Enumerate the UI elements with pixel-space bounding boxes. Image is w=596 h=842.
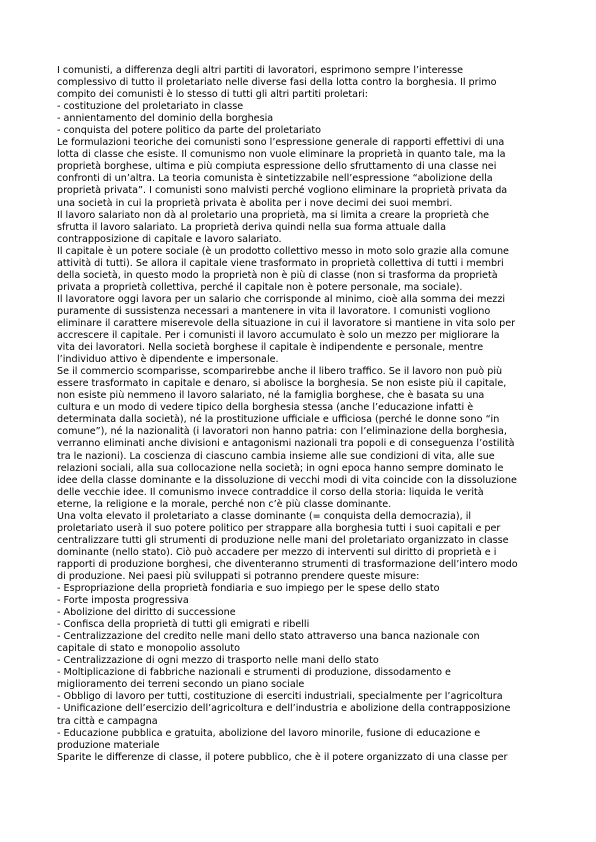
text-line: - Moltiplicazione di fabbriche nazionali e strumenti di produzione, dissodamento e	[57, 667, 451, 679]
text-line: - Forte imposta progressiva	[57, 595, 189, 607]
text-line: Una volta elevato il proletariato a classe dominante (= conquista della democrazia), il	[57, 510, 472, 522]
text-line: verranno eliminati anche divisioni e antagonismi nazionali tra popoli e di conseguenza l’ostilità	[57, 438, 515, 450]
text-line: proprietà borghese, ultima e più compiuta espressione dello sfruttamento di una classe nei	[57, 161, 497, 173]
text-line: eliminare il carattere miserevole della situazione in cui il lavoratore si mantiene in vita solo per	[57, 317, 516, 329]
text-line: rapporti di produzione borghesi, che diventeranno strumenti di trasformazione dell’intero modo	[57, 558, 518, 570]
text-line: Le formulazioni teoriche dei comunisti sono l’espressione generale di rapporti effettivi di una	[57, 137, 505, 149]
text-line: proprietà privata”. I comunisti sono malvisti perché vogliono eliminare la proprietà privata da	[57, 185, 508, 197]
text-line: complessivo di tutto il proletariato nelle diverse fasi della lotta contro la borghesia. Il primo	[57, 77, 497, 89]
text-line: attività di tutti). Se allora il capitale viene trasformato in proprietà collettiva di tutti i membri	[57, 257, 504, 269]
text-line: lotta di classe che esiste. Il comunismo non vuole eliminare la proprietà in quanto tale, ma la	[57, 149, 506, 161]
text-line: sfrutta il lavoro salariato. La proprietà deriva quindi nella sua forma attuale dalla	[57, 221, 446, 233]
text-line: vita dei lavoratori. Nella società borghese il capitale è indipendente e personale, mentre	[57, 342, 484, 354]
text-line: - Centralizzazione di ogni mezzo di trasporto nelle mani dello stato	[57, 655, 379, 667]
text-line: di produzione. Nei paesi più sviluppati si potranno prendere queste misure:	[57, 570, 420, 582]
text-line: - Espropriazione della proprietà fondiaria e suo impiego per le spese dello stato	[57, 583, 440, 595]
text-line: - Educazione pubblica e gratuita, abolizione del lavoro minorile, fusione di educazione e	[57, 727, 481, 739]
text-line: Sparite le differenze di classe, il potere pubblico, che è il potere organizzato di una classe per	[57, 751, 508, 763]
text-line: dominante (nello stato). Ciò può accadere per mezzo di interventi sul diritto di proprietà e i	[57, 546, 497, 558]
text-line: puramente di sussistenza necessari a mantenere in vita il lavoratore. I comunisti vogliono	[57, 305, 491, 317]
text-line: miglioramento dei terreni secondo un piano sociale	[57, 679, 305, 691]
text-line: centralizzare tutti gli strumenti di produzione nelle mani del proletariato organizzato in classe	[57, 534, 509, 546]
text-line: Il lavoratore oggi lavora per un salario che corrisponde al minimo, cioè alla somma dei mezzi	[57, 293, 506, 305]
text-line: cultura e un modo di vedere tipico della borghesia stessa (anche l’educazione infatti è	[57, 402, 474, 414]
text-line: produzione materiale	[57, 739, 160, 751]
text-line: tra le nazioni). La coscienza di ciascuno cambia insieme alle sue condizioni di vita, alle sue	[57, 450, 495, 462]
text-line: capitale di stato e monopolio assoluto	[57, 643, 241, 655]
text-line: Il capitale è un potere sociale (è un prodotto collettivo messo in moto solo grazie alla comune	[57, 245, 509, 257]
text-line: tra città e campagna	[57, 715, 158, 727]
text-line: contrapposizione di capitale e lavoro salariato.	[57, 233, 282, 245]
text-line: - Confisca della proprietà di tutti gli emigrati e ribelli	[57, 619, 310, 631]
text-line: - Obbligo di lavoro per tutti, costituzione di eserciti industriali, specialmente per l’agricoltura	[57, 691, 503, 703]
text-line: accrescere il capitale. Per i comunisti il lavoro accumulato è solo un mezzo per migliorare la	[57, 330, 500, 342]
text-line: della società, in questo modo la proprietà non è più di classe (non si trasforma da proprietà	[57, 269, 498, 281]
text-line: Se il commercio scomparisse, scomparirebbe anche il libero traffico. Se il lavoro non può più	[57, 366, 503, 378]
text-line: l’individuo attivo è dipendente e impersonale.	[57, 354, 279, 366]
text-line: - Abolizione del diritto di successione	[57, 607, 236, 619]
text-line: - Unificazione dell’esercizio dell’agricoltura e dell’industria e abolizione della contrapposizione	[57, 703, 511, 715]
text-line: proletariato userà il suo potere politico per strappare alla borghesia tutti i suoi capitali e per	[57, 522, 501, 534]
text-line: essere trasformato in capitale e denaro, si abolisce la borghesia. Se non esiste più il capitale,	[57, 378, 507, 390]
text-line: relazioni sociali, alla sua collocazione nella società; in ogni epoca hanno sempre dominato le	[57, 462, 504, 474]
text-line: determinata dalla società), né la prostituzione ufficiale e ufficiosa (perché le donne sono “in	[57, 414, 500, 426]
text-line: Il lavoro salariato non dà al proletario una proprietà, ma si limita a creare la proprietà che	[57, 209, 490, 221]
text-line: - Centralizzazione del credito nelle mani dello stato attraverso una banca nazionale con	[57, 631, 480, 643]
text-line: - costituzione del proletariato in classe	[57, 101, 244, 113]
text-line: I comunisti, a differenza degli altri partiti di lavoratori, esprimono sempre l’interesse	[57, 65, 464, 76]
text-line: confronti di un’altra. La teoria comunista è sintetizzabile nell’espressione “abolizione della	[57, 173, 493, 185]
text-line: idee della classe dominante e la dissoluzione di vecchi modi di vita coincide con la dissoluzione	[57, 474, 517, 486]
text-line: eterne, la religione e la morale, perché non c’è più classe dominante.	[57, 498, 392, 510]
text-line: non esiste più nemmeno il lavoro salariato, né la famiglia borghese, che è basata su una	[57, 390, 485, 402]
text-line: una società in cui la proprietà privata è abolita per i nove decimi dei suoi membri.	[57, 197, 453, 209]
text-line: comune”), né la nazionalità (i lavoratori non hanno patria: con l’eliminazione della borghesia,	[57, 426, 507, 438]
text-line: delle vecchie idee. Il comunismo invece contraddice il corso della storia: liquida le verità	[57, 486, 484, 498]
text-line: privata a proprietà collettiva, perché il capitale non è potere personale, ma sociale).	[57, 281, 463, 293]
text-line: compito dei comunisti è lo stesso di tutti gli altri partiti proletari:	[57, 89, 368, 101]
document-page	[57, 65, 539, 764]
text-line: - conquista del potere politico da parte del proletariato	[57, 125, 321, 137]
text-line: - annientamento del dominio della borghesia	[57, 113, 274, 125]
